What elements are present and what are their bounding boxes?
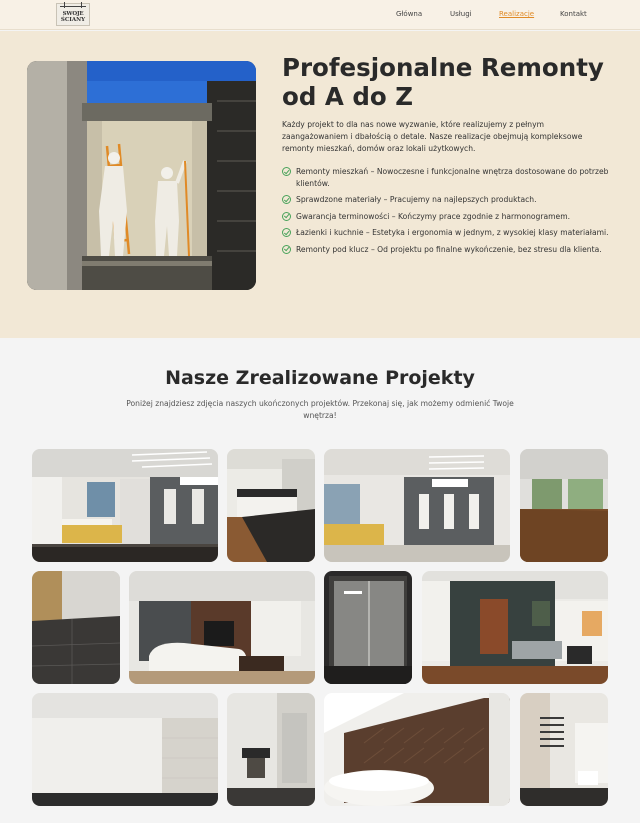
- check-circle-icon: [282, 167, 291, 176]
- feature-item: [282, 227, 612, 239]
- feature-item: [282, 244, 612, 256]
- project-photo-living-room-gray-wall[interactable]: [324, 449, 510, 562]
- logo-text-line1: SWOJE: [62, 11, 84, 17]
- project-photo-living-dining[interactable]: [32, 449, 218, 562]
- projects-subtitle: Poniżej znajdziesz zdjęcia naszych ukończonych projektów. Przekonaj się, jak możemy odmienić Twoje wnętrza!: [126, 399, 514, 420]
- logo[interactable]: [56, 3, 90, 26]
- feature-text: Remonty pod klucz – Od projektu po finalne wykończenie, bez stresu dla klienta.: [296, 244, 602, 254]
- projects-title: Nasze Zrealizowane Projekty: [165, 367, 475, 389]
- check-circle-icon: [282, 195, 291, 204]
- nav-link-realizations[interactable]: Realizacje: [499, 10, 535, 18]
- feature-list: [282, 166, 612, 260]
- project-photo-bathroom-floor[interactable]: [32, 571, 120, 684]
- feature-text: Remonty mieszkań – Nowoczesne i funkcjonalne wnętrza dostosowane do potrzeb klientów.: [296, 167, 609, 188]
- nav-link-home[interactable]: Główna: [396, 10, 423, 18]
- logo-text-line2: ŚCIANY: [60, 17, 86, 23]
- feature-item: [282, 166, 612, 189]
- feature-text: Gwarancja terminowości – Kończymy prace zgodnie z harmonogramem.: [296, 211, 571, 221]
- feature-item: [282, 194, 612, 206]
- project-photo-kitchen-corner[interactable]: [227, 449, 315, 562]
- top-navigation: [0, 0, 640, 30]
- hero-photo-painters: [27, 61, 256, 290]
- feature-text: Łazienki i kuchnie – Estetyka i ergonomia w jednym, z wysokiej klasy materiałami.: [296, 228, 609, 237]
- project-photo-empty-room-windows[interactable]: [520, 449, 608, 562]
- project-photo-living-room-dark-wall[interactable]: [422, 571, 608, 684]
- project-photo-shower-glass[interactable]: [324, 571, 412, 684]
- nav-link-services[interactable]: Usługi: [450, 10, 472, 18]
- project-photo-white-room[interactable]: [32, 693, 218, 806]
- project-photo-bathroom-radiator[interactable]: [520, 693, 608, 806]
- feature-item: [282, 211, 612, 223]
- hero-title: Profesjonalne Remonty od A do Z: [282, 53, 604, 111]
- project-photo-bathroom-sink[interactable]: [227, 693, 315, 806]
- hero-description: Każdy projekt to dla nas nowe wyzwanie, które realizujemy z pełnym zaangażowaniem i dbałością o detale. Nasze realizacje obejmują kompleksowe remonty mieszkań, domów oraz lokali użytkowych.: [282, 120, 583, 153]
- check-circle-icon: [282, 228, 291, 237]
- nav-link-contact[interactable]: Kontakt: [560, 10, 587, 18]
- check-circle-icon: [282, 245, 291, 254]
- project-photo-living-room-sofa[interactable]: [129, 571, 315, 684]
- feature-text: Sprawdzone materiały – Pracujemy na najlepszych produktach.: [296, 195, 537, 204]
- hero-section: [0, 31, 640, 338]
- project-photo-bathtub-herringbone[interactable]: [324, 693, 510, 806]
- check-circle-icon: [282, 212, 291, 221]
